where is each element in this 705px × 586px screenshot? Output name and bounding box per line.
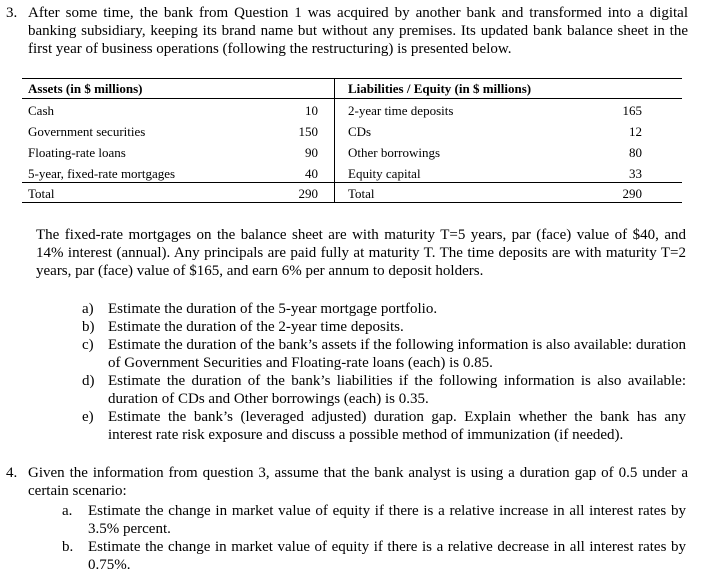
subitem-label: b)	[82, 319, 95, 335]
table-rule-header	[22, 98, 682, 99]
liability-value: 165	[622, 103, 642, 118]
question-intro	[28, 464, 688, 500]
subitem-label: a)	[82, 301, 94, 317]
subitem-label: c)	[82, 337, 94, 353]
subitem-d	[82, 372, 686, 408]
liability-label: Equity capital	[348, 166, 421, 181]
asset-value: 90	[305, 145, 318, 160]
liability-value: 80	[629, 145, 642, 160]
question-4-subitems	[62, 502, 686, 574]
liabilities-total-value: 290	[622, 186, 642, 201]
assets-total-label: Total	[28, 186, 55, 201]
liabilities-total-label: Total	[348, 186, 375, 201]
liability-label: CDs	[348, 124, 372, 139]
asset-label: Government securities	[28, 124, 146, 139]
subitem-a	[82, 300, 686, 318]
question-number: 4.	[6, 465, 18, 481]
assets-header: Assets (in $ millions)	[28, 81, 143, 96]
asset-value: 40	[305, 166, 318, 181]
subitem-c	[82, 336, 686, 372]
question-number: 3.	[6, 5, 18, 21]
subitem-label: b.	[62, 539, 74, 555]
subitem-label: d)	[82, 373, 95, 389]
subitem-text: Estimate the change in market value of equity if there is a relative decrease in all interest rates by 0.75%.	[88, 539, 686, 573]
liability-value: 12	[629, 124, 642, 139]
assets-total-value: 290	[298, 186, 318, 201]
table-divider	[334, 78, 335, 202]
liability-label: Other borrowings	[348, 145, 441, 160]
question-3-subitems	[82, 300, 686, 444]
asset-label: 5-year, fixed-rate mortgages	[28, 166, 176, 181]
liability-value: 33	[629, 166, 642, 181]
liability-label: 2-year time deposits	[348, 103, 454, 118]
asset-value: 10	[305, 103, 318, 118]
asset-label: Floating-rate loans	[28, 145, 126, 160]
subitem-text: Estimate the change in market value of equity if there is a relative increase in all interest rates by 3.5% percent.	[88, 503, 686, 537]
subitem-text: Estimate the duration of the bank’s liabilities if the following information is also available: duration of CDs and Other borrowings (each) is 0.35.	[108, 373, 686, 407]
asset-label: Cash	[28, 103, 54, 118]
subitem-text: Estimate the duration of the 2-year time deposits.	[108, 319, 404, 335]
subitem-label: e)	[82, 409, 94, 425]
asset-value: 150	[298, 124, 318, 139]
table-rule-top	[22, 78, 682, 79]
mortgage-deposit-paragraph	[36, 226, 686, 280]
question-4-intro: Given the information from question 3, assume that the bank analyst is using a duration gap of 0.5 under a certain scenario:	[28, 465, 688, 499]
subitem-text: Estimate the duration of the 5-year mortgage portfolio.	[108, 301, 438, 317]
subitem-a	[62, 502, 686, 538]
liabilities-header: Liabilities / Equity (in $ millions)	[348, 81, 532, 96]
subitem-label: a.	[62, 503, 73, 519]
subitem-b	[82, 318, 686, 336]
subitem-text: Estimate the duration of the bank’s assets if the following information is also available: duration of Government Securities and Floating-rate loans (each) is 0.85.	[108, 337, 686, 371]
subitem-b	[62, 538, 686, 574]
question-intro	[28, 4, 688, 58]
paragraph-text: The fixed-rate mortgages on the balance sheet are with maturity T=5 years, par (face) value of $40, and 14% interest (annual). Any principals are paid fully at maturity T. The time deposits are with maturity T=2 years, par (face) value of $165, and earn 6% per annum to deposit holders.	[36, 227, 686, 279]
subitem-text: Estimate the bank’s (leveraged adjusted) duration gap. Explain whether the bank has any interest rate risk exposure and discuss a possible method of immunization (if needed).	[108, 409, 686, 443]
question-3-intro: After some time, the bank from Question 1 was acquired by another bank and transformed into a digital banking subsidiary, keeping its brand name but without any premises. Its updated bank balance sheet in the first year of business operations (following the restructuring) is presented below.	[28, 5, 688, 57]
subitem-e	[82, 408, 686, 444]
